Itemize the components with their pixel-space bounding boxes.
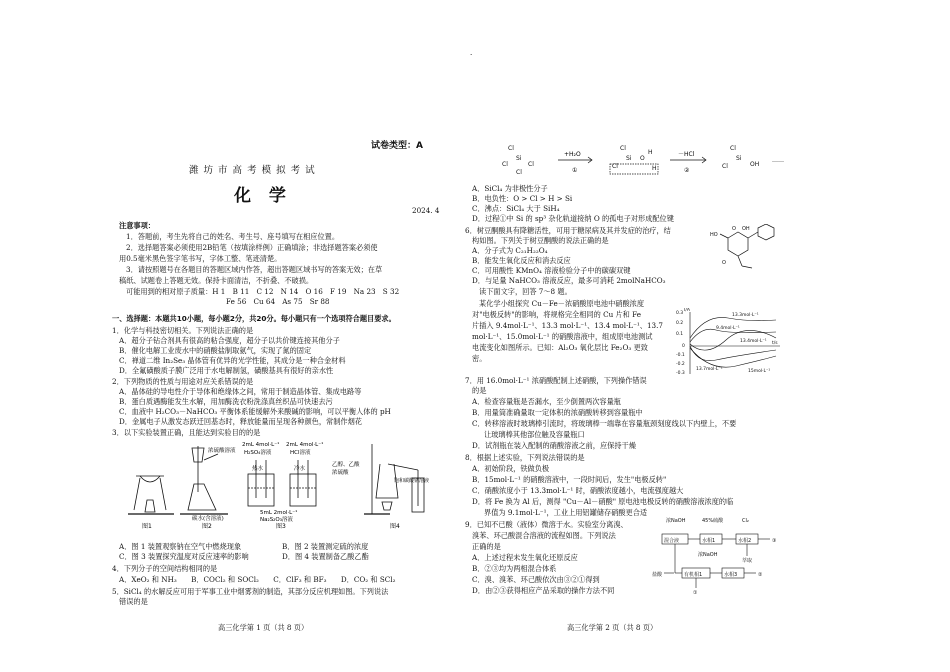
flow-wp1: 水相1 (702, 538, 716, 544)
q5-option: C．沸点：SiCl₄ 大于 SiH₄ (472, 204, 560, 213)
fig1-label: 图1 (142, 523, 152, 530)
q3-option: D．图 4 装置制备乙酸乙酯 (282, 552, 369, 561)
graph-y-tick: -0.3 (676, 371, 685, 376)
flow-mix: 混合液 (664, 538, 680, 544)
top-dot: · (470, 50, 473, 59)
q1-option: A．超分子钻合剂具有很高的粘合强度，超分子以共价键连接其他分子 (119, 336, 340, 345)
svg-text:Cl: Cl (612, 163, 618, 170)
q9-stem: 9．已知不已酸（液体）微溶于水。实验室分离溴、 (465, 520, 628, 529)
q6-option: D．与足量 NaHCO₃ 溶液反应，最多可消耗 2molNaHCO₃ (472, 276, 666, 285)
fig3-cold-label: 冷水 (294, 466, 306, 472)
q6-option: C．可用酸性 KMnO₄ 溶液检验分子中的碳碳双键 (472, 266, 631, 275)
graph-xlabel: t/s (772, 341, 778, 346)
page-footer-2: 高三化学第 2 页（共 8 页） (567, 623, 658, 632)
q3-apparatus-figures (118, 440, 440, 532)
fig3-label: 图3 (276, 523, 286, 530)
page-footer-1: 高三化学第 1 页（共 8 页） (218, 623, 309, 632)
fig2-water-label: 碳水(含溶液) (192, 516, 224, 522)
flow-hcl: 盐酸 (652, 572, 663, 578)
q5-stem: 错误的是 (119, 597, 148, 606)
q1-option: B．催化电解工业废水中的硝酸盐制取氨气，实现了氮的固定 (119, 346, 312, 355)
flow-h2so4: 45%硫酸 (702, 518, 724, 524)
q7-option: 让玻璃棒其他部位触及容量瓶口 (484, 430, 585, 439)
fig4-acid-label: 浓硫酸 (332, 470, 349, 476)
svg-text:Cl: Cl (730, 145, 736, 152)
q2-stem: 2．下列物质的性质与用途对应关系错误的是 (112, 377, 254, 386)
q2-option: A．晶体硅的导电性介于导体和绝缘体之间，常用于制造晶体管、集成电路等 (119, 387, 362, 396)
passage-line: 片插入 9.4mol·L⁻¹、13.3 mol·L⁻¹、13.4 mol·L⁻¹、13.7 (472, 321, 663, 330)
q7-option: A．检查容量瓶是否漏水，至少倒置两次容量瓶 (472, 397, 621, 406)
fig4-naco-label: 饱和碳酸钠溶液 (394, 478, 430, 484)
q8-stem: 8．根据上述实验，下列说法错误的是 (465, 453, 585, 462)
fig3-na2s2o3-label: Na₂S₂O₃溶液 (260, 517, 293, 523)
q3-option: A．图 1 装置观察钠在空气中燃烧现象 (119, 542, 242, 551)
current-time-graph (676, 308, 784, 378)
mech-h2o: +H₂O (564, 151, 581, 158)
curve-label: 9.4mol·L⁻¹ (716, 326, 740, 331)
curve-label: 13.3mol·L⁻¹ (732, 313, 759, 318)
read-instruction: 读下面文字，回答 7～8 题。 (479, 287, 572, 296)
graph-y-tick: 0 (682, 344, 685, 349)
note-line: 稿纸、试题卷上答题无效。保持卡面清洁，不折叠、不破损。 (119, 276, 314, 285)
q9-option: D．由②③获得相应产品采取的操作方法不同 (472, 586, 615, 595)
sicl4-mechanism (500, 140, 820, 180)
q2-option: D．金属电子从激发态跃迁回基态时，释放能量而呈现各种颜色，常制作烟花 (119, 417, 362, 426)
q7-option: D．试剂瓶在装入配制的硝酸溶液之前，应保持干燥 (472, 441, 636, 450)
q8-option: B．15mol·L⁻¹ 的硝酸溶液中，一段时间后，发生"电极反转" (472, 475, 667, 484)
passage-line: 电流变化如图所示。已知：Al₂O₃ 氧化层比 Fe₂O₃ 更致 (472, 343, 648, 352)
graph-y-tick: -0.2 (676, 362, 685, 367)
mech-step1: ① (572, 167, 578, 174)
fig3-na2s2o3-conc: 5mL 2mol·L⁻¹ (260, 510, 298, 516)
passage-line: 密。 (472, 354, 487, 363)
q3-stem: 3．以下实验装置正确，且能达到实验目的的是 (112, 428, 261, 437)
svg-text:Cl: Cl (508, 145, 514, 152)
q9-option: C．溴、溴苯、环己酸依次由③②①得到 (472, 575, 600, 584)
subject-title: 化 学 (234, 186, 292, 206)
svg-text:O: O (722, 260, 726, 266)
q8-option: C．硝酸浓度小于 13.3mol·L⁻¹ 时，硝酸浓度越小，电流强度越大 (472, 486, 684, 495)
q8-option: 界值为 9.1mol·L⁻¹，工业上用铝罐储存硝酸更合适 (484, 508, 648, 517)
q1-option: D．全氟磺酸质子膜广泛用于水电解制氢，磺酸基具有很好的亲水性 (119, 366, 334, 375)
fig3-hcl-label: HCl溶液 (290, 450, 311, 456)
svg-text:H: H (648, 149, 653, 156)
note-line: 3．请按照题号在各题目的答题区域内作答，超出答题区域书写的答案无效；在草 (126, 265, 383, 274)
passage-line: mol·L⁻¹、15.0mol·L⁻¹ 的硝酸溶液中，组成原电池测试 (472, 332, 653, 341)
q5-stem: 5．SiCl₄ 的水解反应可用于军事工业中烟雾剂的制造，其部分反应机理如图。下列说法 (112, 587, 389, 596)
svg-text:O: O (732, 226, 736, 232)
mech-dots: …… (772, 157, 784, 164)
flow-naoh2: 浓NaOH (698, 552, 718, 558)
q6-option: B．能发生氧化反应和消去反应 (472, 256, 571, 265)
svg-text:Si: Si (626, 155, 632, 162)
flow-cl2: Cl₂ (742, 518, 749, 524)
curve-label: 13.7mol·L⁻¹ (696, 367, 723, 372)
note-line: 1．答题前，考生先将自己的姓名、考生号、座号填写在相应位置。 (126, 232, 340, 241)
q6-stem: 6．树豆酮酸具有降糖活性，可用于糖尿病及其并发症的治疗，结 (465, 226, 671, 235)
q3-option: B．图 2 装置测定硫的浓度 (282, 542, 369, 551)
q2-option: C．血液中 H₂CO₃－NaHCO₃ 平衡体系能缓解外来酸碱的影响，可以平衡人体的 pH (119, 407, 391, 416)
passage-line: 某化学小组探究 Cu－Fe－浓硝酸原电池中硝酸浓度 (479, 299, 645, 308)
svg-text:OH: OH (750, 161, 760, 168)
notes-title: 注意事项： (119, 221, 155, 230)
fig2-flask-apparatus (180, 446, 228, 514)
flow-wp3: 水相3 (724, 572, 738, 578)
q4-options: A．XeO₂ 和 NH₃ B．COCl₂ 和 SOCl₂ C．ClF₃ 和 BF₃ D．CO₂ 和 SCl₂ (119, 575, 396, 584)
fig1-burner-apparatus (128, 476, 174, 514)
flow-sep: 萃取 (742, 558, 753, 564)
svg-text:Cl: Cl (502, 161, 508, 168)
fig2-acid-label: 浓硫酸溶液 (208, 448, 236, 454)
fig3-hcl-conc: 2mL 4mol·L⁻¹ (286, 442, 324, 448)
flow-naoh: 浓NaOH (666, 518, 686, 524)
molecule-structure (708, 224, 778, 272)
graph-y-tick: 0.3 (676, 311, 684, 316)
q5-option: D．过程①中 Si 的 sp³ 杂化轨道接纳 O 的孤电子对形成配位键 (472, 214, 674, 223)
q8-option: A．初始阶段，铁做负极 (472, 464, 550, 473)
exam-name: 潍 坊 市 高 考 模 拟 考 试 (189, 165, 316, 176)
q8-option: D．将 Fe 换为 Al 后，测得 "Cu－Al－硝酸" 原电池电极反转的硝酸溶液浓度的临 (472, 497, 734, 506)
mech-hcl: －HCl (678, 151, 695, 158)
graph-y-tick: 0.2 (676, 321, 684, 326)
svg-text:HO: HO (710, 232, 718, 238)
graph-ylabel: I/A (684, 308, 690, 313)
q6-stem: 构如图。下列关于树豆酮酸的说法正确的是 (472, 236, 609, 245)
q5-option: A．SiCl₄ 为非极性分子 (472, 184, 548, 193)
svg-text:O: O (640, 155, 645, 162)
graph-y-tick: -0.1 (676, 353, 685, 358)
q7-option: C．转移溶液时玻璃棒引流时，将玻璃棒一端靠在容量瓶颈刻度线以下内壁上，不要 (472, 419, 737, 428)
flow-wp2: 水相2 (738, 538, 752, 544)
flow-c2: ② (758, 572, 763, 578)
fig2-label: 图2 (202, 523, 212, 530)
svg-text:Si: Si (736, 155, 742, 162)
fig3-hot-label: 热水 (252, 466, 264, 472)
section-heading: 一、选择题：本题共10小题，每小题2分，共20分。每小题只有一个选项符合题目要求。 (112, 314, 396, 323)
svg-text:H: H (652, 165, 657, 172)
curve-label: 13.4mol·L⁻¹ (740, 339, 767, 344)
q1-stem: 1．化学与科技密切相关。下列说法正确的是 (112, 326, 254, 335)
fig4-label: 图4 (390, 523, 400, 530)
q2-option: B．蛋白质遇酶能发生水解，用加酶洗衣粉洗涤真丝织品可快速去污 (119, 397, 333, 406)
flow-c1: ① (693, 590, 698, 596)
q7-option: B．用量筒准确量取一定体积的浓硝酸转移到容量瓶中 (472, 408, 643, 417)
fig3-h2so4-label: H₂SO₄溶液 (244, 450, 272, 456)
separation-flowchart (652, 516, 792, 596)
atomic-mass-line: 可能用到的相对原子质量：H 1 B 11 C 12 N 14 O 16 F 19 Na 23 S 32 (126, 287, 400, 296)
atomic-mass-line: Fe 56 Cu 64 As 75 Sr 88 (226, 297, 330, 306)
q4-stem: 4．下列分子的空间结构相同的是 (112, 564, 218, 573)
flow-op1: 有机相1 (684, 572, 703, 578)
note-line: 2．选择题答案必须使用2B铅笔（按填涂样例）正确填涂；非选择题答案必须使 (126, 243, 378, 252)
q3-option: C．图 3 装置探究温度对反应速率的影响 (119, 552, 249, 561)
q9-option: B．②③均为两相混合体系 (472, 564, 557, 573)
graph-y-tick: 0.1 (676, 332, 684, 337)
q7-stem: 7．用 16.0mol·L⁻¹ 浓硝酸配制上述硝酸，下列操作错误 (465, 376, 647, 385)
q9-option: A．上述过程未发生氧化还原反应 (472, 553, 578, 562)
curve-label: 15mol·L⁻¹ (748, 369, 771, 374)
q7-stem: 的是 (472, 386, 487, 395)
svg-text:Cl: Cl (528, 161, 534, 168)
q5-option: B．电负性：O > Cl > H > Si (472, 194, 573, 203)
flow-c3: ③ (772, 538, 777, 544)
q9-stem: 正确的是 (472, 542, 501, 551)
q6-option: A．分子式为 C₂₁H₂₂O₄ (472, 246, 548, 255)
q1-option: C．禅道二维 In₂Se₃ 晶体管有优异的光学性能，其成分是一种合金材料 (119, 356, 346, 365)
fig4-ethanol-label: 乙醇、乙酸 (332, 462, 360, 468)
mech-step2: ② (684, 167, 690, 174)
exam-type: 试卷类型：A (371, 141, 423, 151)
passage-line: 对"电极反转"的影响，将规格完全相同的 Cu 片和 Fe (472, 310, 642, 319)
svg-text:OH: OH (742, 226, 750, 232)
note-line: 用0.5毫米黑色签字笔书写，字体工整、笔迹清楚。 (119, 254, 282, 263)
fig3-h2so4-conc: 2mL 4mol·L⁻¹ (242, 442, 280, 448)
q9-stem: 溴苯、环己酸混合溶液的流程如图。下列说法 (472, 531, 616, 540)
svg-text:Si: Si (516, 155, 522, 162)
svg-text:Cl: Cl (516, 169, 522, 176)
svg-text:Cl: Cl (620, 145, 626, 152)
exam-date: 2024. 4 (412, 206, 440, 215)
svg-text:Cl: Cl (722, 163, 728, 170)
